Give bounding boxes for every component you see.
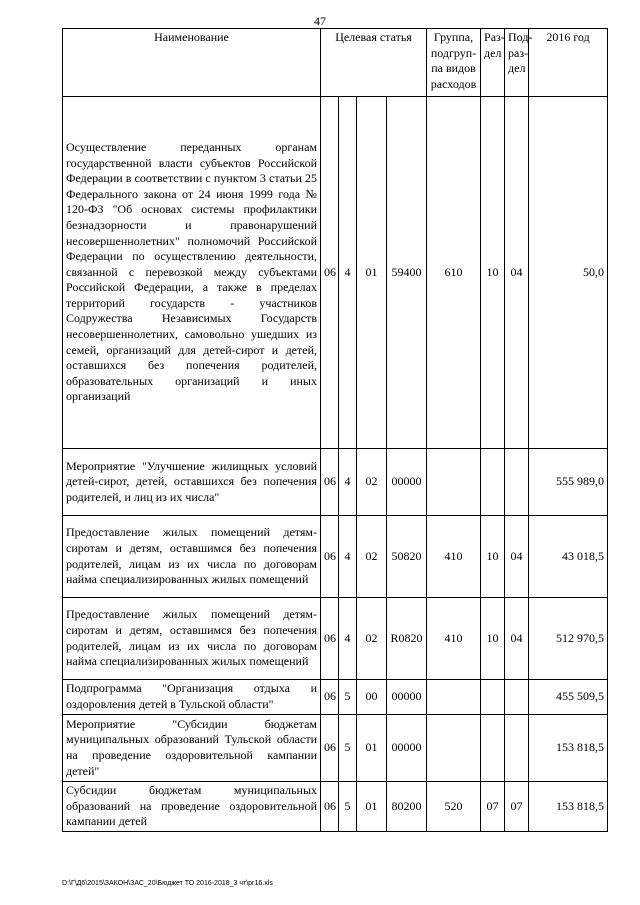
code-program: 06 xyxy=(321,516,339,598)
code-event: 01 xyxy=(357,97,387,449)
subsection xyxy=(505,680,529,715)
header-subsection: Под-раз-дел xyxy=(505,29,529,97)
code-event: 02 xyxy=(357,598,387,680)
subsection xyxy=(505,715,529,782)
amount: 50,0 xyxy=(529,97,608,449)
code-event: 02 xyxy=(357,449,387,516)
code-subprogram: 4 xyxy=(339,97,357,449)
row-name: Осуществление переданных органам государственной власти субъектов Российской Федерации в соответствии с пунктом 3 статьи 25 Федерального закона от 24 июня 1999 года № 120-ФЗ "Об основах системы профилактики безнадзорности и правонарушений несовершеннолетних" полномочий Российской Федерации по осуществлению деятельности, связанной с перевозкой между субъектами Российской Федерации, а также в пределах территорий государств - участников Содружества Независимых Государств несовершеннолетних, самовольно ушедших из семей, организаций для детей-сирот и детей, оставшихся без попечения родителей, образовательных организаций и иных организаций xyxy=(63,97,321,449)
code-direction: R0820 xyxy=(387,598,427,680)
subsection: 04 xyxy=(505,97,529,449)
table-row xyxy=(63,782,608,832)
expense-group xyxy=(427,715,481,782)
code-program: 06 xyxy=(321,598,339,680)
row-name: Субсидии бюджетам муниципальных образований на проведение оздоровительной кампании детей xyxy=(63,782,321,832)
table-row xyxy=(63,680,608,715)
section: 10 xyxy=(481,598,505,680)
code-direction: 50820 xyxy=(387,516,427,598)
code-subprogram: 4 xyxy=(339,598,357,680)
row-name: Мероприятие "Улучшение жилищных условий детей-сирот, детей, оставшихся без попечения родителей, и лиц из их числа" xyxy=(63,449,321,516)
code-event: 01 xyxy=(357,782,387,832)
expense-group: 410 xyxy=(427,516,481,598)
subsection: 07 xyxy=(505,782,529,832)
header-year: 2016 год xyxy=(529,29,608,97)
subsection xyxy=(505,449,529,516)
code-program: 06 xyxy=(321,680,339,715)
expense-group: 410 xyxy=(427,598,481,680)
amount: 43 018,5 xyxy=(529,516,608,598)
budget-table xyxy=(62,28,608,832)
amount: 455 509,5 xyxy=(529,680,608,715)
row-name: Предоставление жилых помещений детям-сиротам и детям, оставшимся без попечения родителей, лицам из их числа по договорам найма специализированных жилых помещений xyxy=(63,516,321,598)
section: 10 xyxy=(481,516,505,598)
row-name: Предоставление жилых помещений детям-сиротам и детям, оставшимся без попечения родителей, лицам из их числа по договорам найма специализированных жилых помещений xyxy=(63,598,321,680)
code-subprogram: 4 xyxy=(339,449,357,516)
table-row xyxy=(63,449,608,516)
section xyxy=(481,715,505,782)
code-event: 00 xyxy=(357,680,387,715)
section: 07 xyxy=(481,782,505,832)
table-row xyxy=(63,516,608,598)
expense-group: 520 xyxy=(427,782,481,832)
expense-group xyxy=(427,680,481,715)
header-section: Раз-дел xyxy=(481,29,505,97)
file-path-footer: D:\Г\Д6\2015\ЗАКОН\ЗАС_20\Бюджет ТО 2016-2018_3 чт\рг16.xls xyxy=(62,880,273,887)
code-event: 02 xyxy=(357,516,387,598)
code-subprogram: 5 xyxy=(339,715,357,782)
table-row xyxy=(63,598,608,680)
section xyxy=(481,449,505,516)
header-group: Группа, подгруп-па видов расходов xyxy=(427,29,481,97)
amount: 512 970,5 xyxy=(529,598,608,680)
amount: 153 818,5 xyxy=(529,782,608,832)
header-target: Целевая статья xyxy=(321,29,427,97)
code-direction: 00000 xyxy=(387,680,427,715)
code-direction: 80200 xyxy=(387,782,427,832)
code-direction: 00000 xyxy=(387,449,427,516)
page-number: 47 xyxy=(314,14,326,28)
code-event: 01 xyxy=(357,715,387,782)
subsection: 04 xyxy=(505,598,529,680)
subsection: 04 xyxy=(505,516,529,598)
amount: 153 818,5 xyxy=(529,715,608,782)
amount: 555 989,0 xyxy=(529,449,608,516)
code-subprogram: 4 xyxy=(339,516,357,598)
code-subprogram: 5 xyxy=(339,680,357,715)
section: 10 xyxy=(481,97,505,449)
code-program: 06 xyxy=(321,715,339,782)
code-direction: 59400 xyxy=(387,97,427,449)
section xyxy=(481,680,505,715)
table-row xyxy=(63,715,608,782)
code-direction: 00000 xyxy=(387,715,427,782)
code-program: 06 xyxy=(321,449,339,516)
row-name: Мероприятие "Субсидии бюджетам муниципальных образований Тульской области на проведение оздоровительной кампании детей" xyxy=(63,715,321,782)
header-name: Наименование xyxy=(63,29,321,97)
code-subprogram: 5 xyxy=(339,782,357,832)
expense-group xyxy=(427,449,481,516)
code-program: 06 xyxy=(321,97,339,449)
table-row xyxy=(63,97,608,449)
code-program: 06 xyxy=(321,782,339,832)
expense-group: 610 xyxy=(427,97,481,449)
table-header xyxy=(63,29,608,97)
row-name: Подпрограмма "Организация отдыха и оздоровления детей в Тульской области" xyxy=(63,680,321,715)
